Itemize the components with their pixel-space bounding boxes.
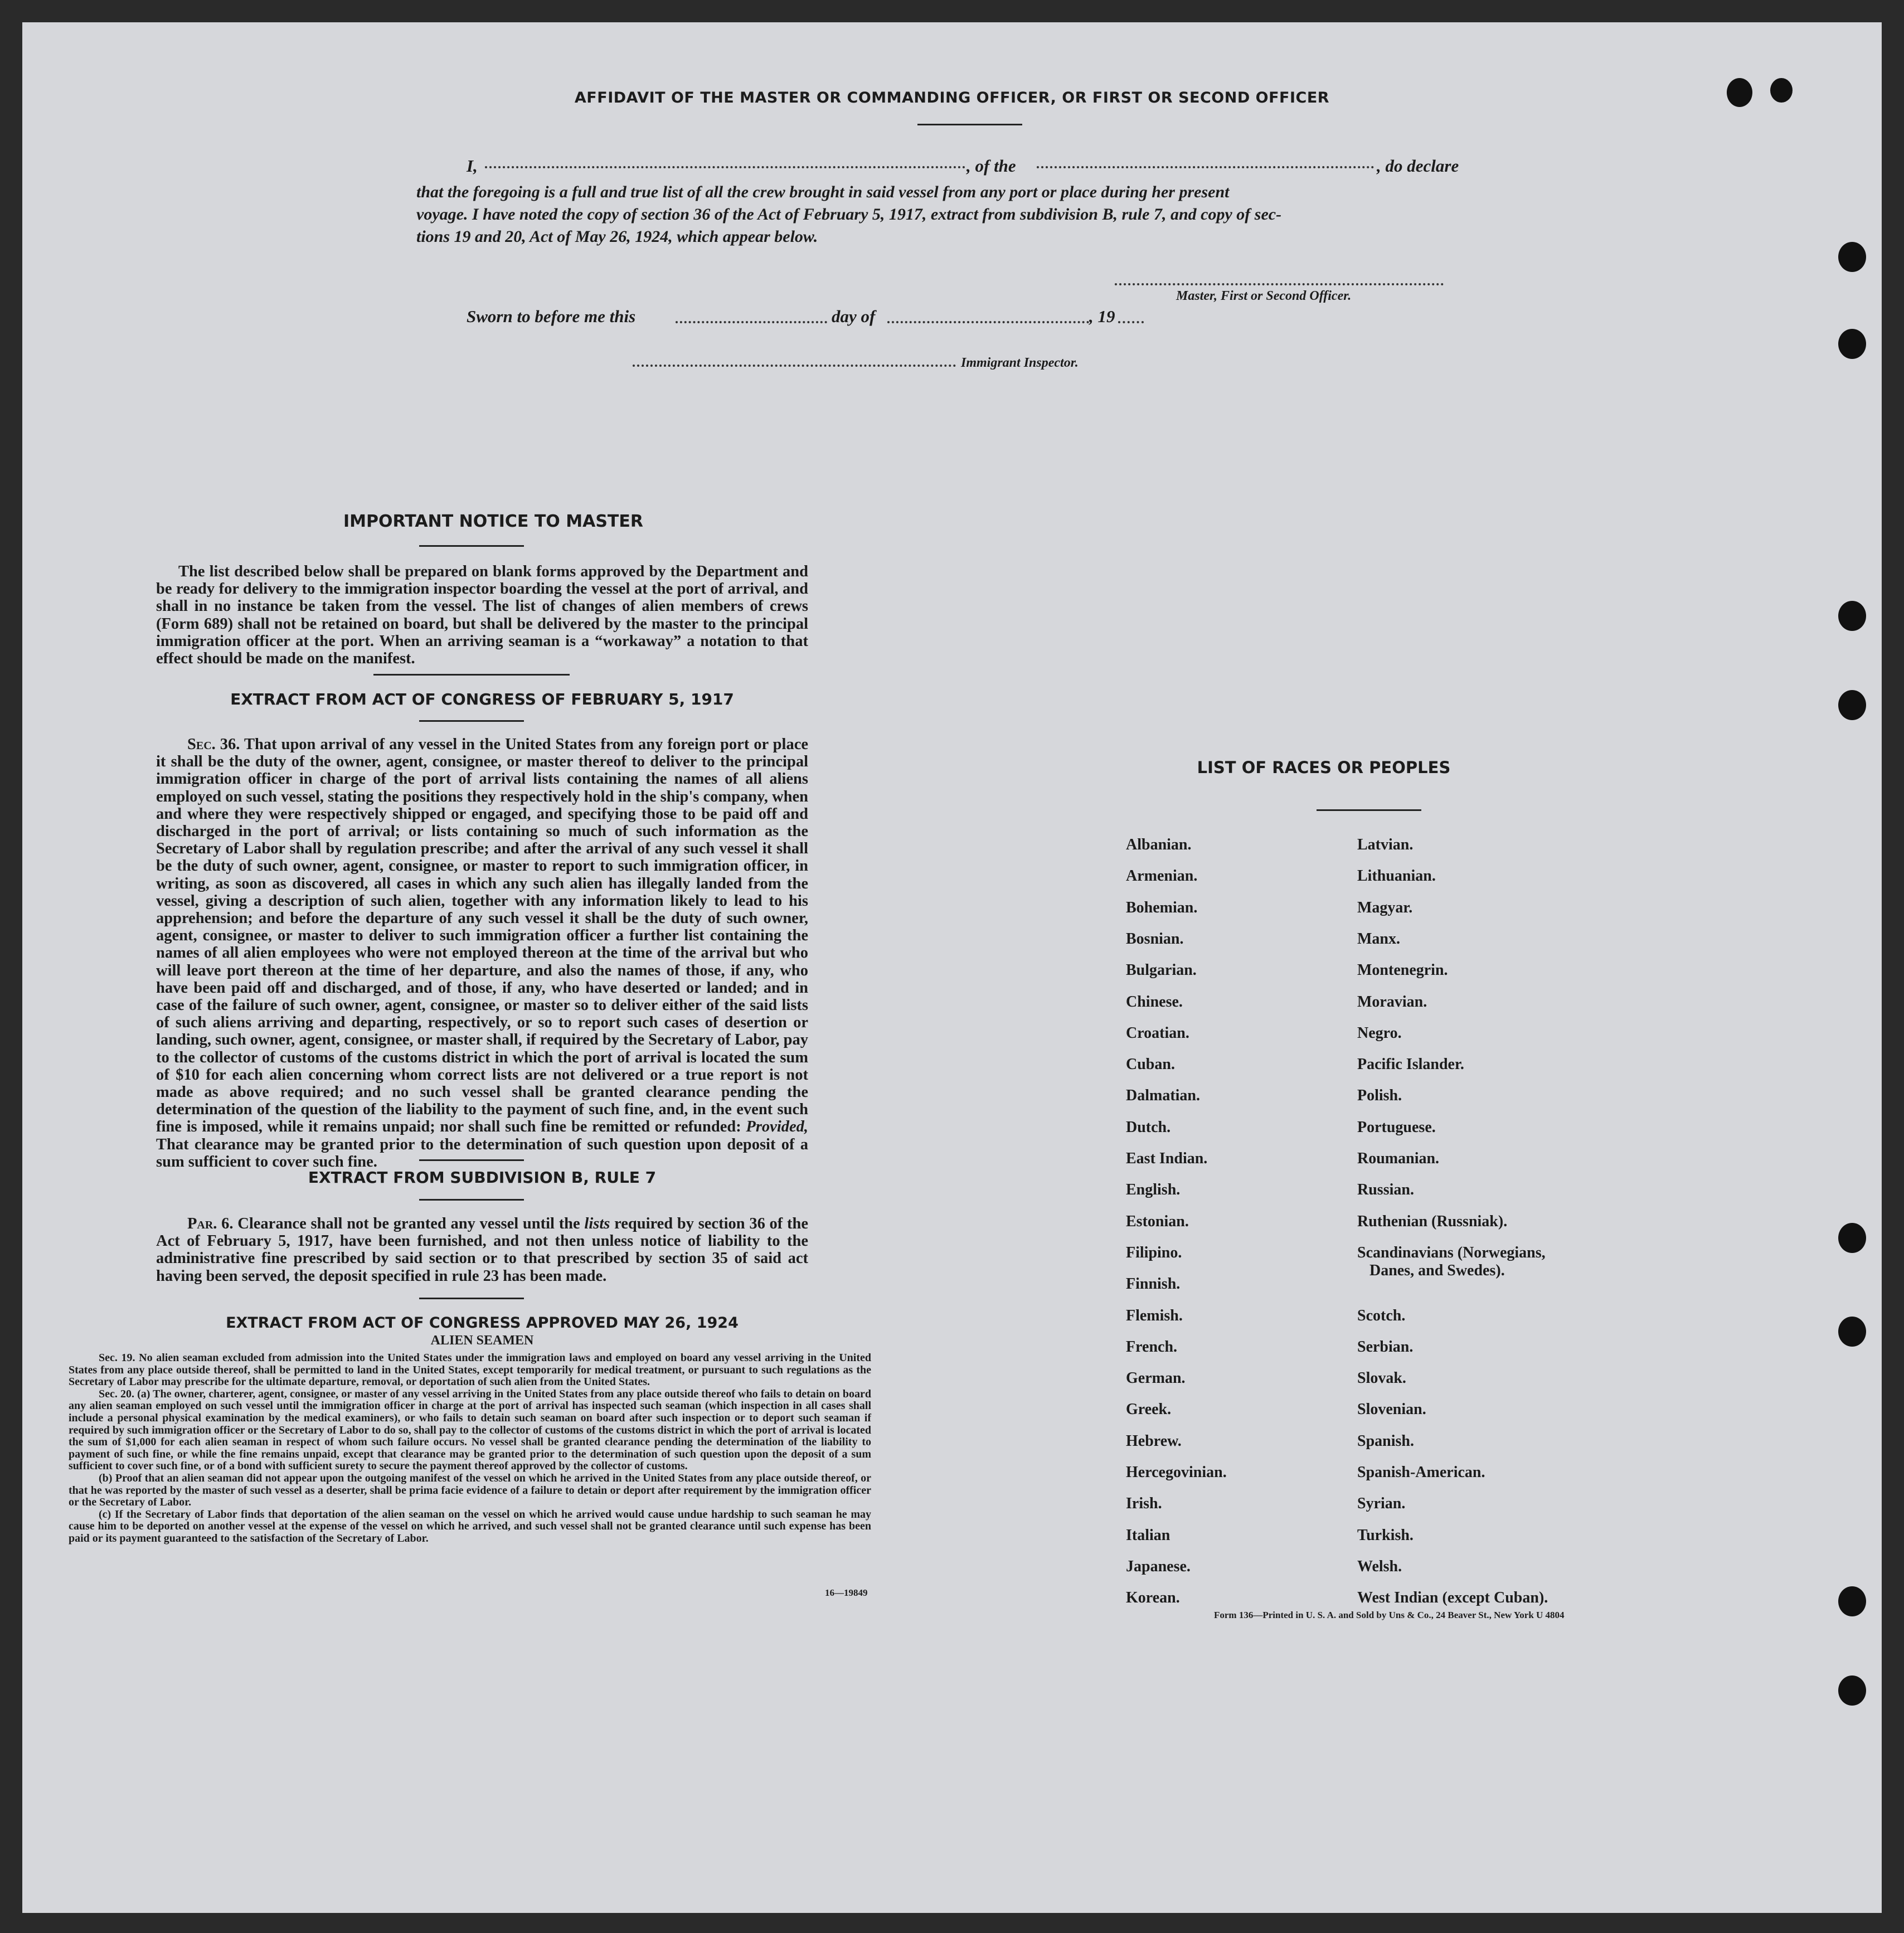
binder-hole [1838, 690, 1866, 720]
sec-36-label: Sec. 36. [187, 736, 240, 753]
binder-hole [1838, 601, 1866, 631]
race-item: Negro. [1357, 1024, 1402, 1042]
notice-heading: IMPORTANT NOTICE TO MASTER [343, 512, 643, 531]
of-the-label: , of the [966, 156, 1016, 176]
race-item: Slovak. [1357, 1369, 1406, 1387]
extract-1924-body [69, 1352, 871, 1545]
sec-36-body: That upon arrival of any vessel in the United States from any foreign port or place it shall be the duty of the owner, agent, consignee, or master thereof to deliver to the principal immigration officer in charge of the port of arrival lists containing the names of all aliens employed on such vessel, stating the positions they respectively hold in the ship's company, when and where they were respectively shipped or engaged, and specifying those to be paid off and discharged in the port of arrival; or lists containing so much of such information as the Secretary of Labor shall by regulation prescribe; and after the arrival of any such vessel it shall be the duty of such owner, agent, consignee, or master to report to such immigration officer, in writing, as soon as discovered, all cases in which any such alien has illegally landed from the vessel, giving a description of such alien, together with any information likely to lead to his apprehension; and before the departure of any such vessel it shall be the duty of such owner, agent, consignee, or master to deliver to such immigration officer a further list containing the names of all alien employees who were not employed thereon at the time of the arrival but who will leave port thereon at the time of her departure, and also the names of those, if any, who have been paid off and discharged, and of those, if any, who have deserted or landed; and in case of the failure of such owner, agent, consignee, or master so to deliver either of the said lists of such aliens arriving and departing, respectively, or so to report such cases of desertion or landing, such owner, agent, consignee, or master shall, if required by the Secretary of Labor, pay to the collector of customs of the customs district in which the port of arrival is located the sum of $10 for each alien concerning whom correct lists are not delivered or a true report is not made as above required; and no such vessel shall be granted clearance pending the determination of the question of the liability to the payment of such fine, and, in the event such fine is imposed, while it remains unpaid; nor shall such fine be remitted or refunded: [156, 736, 808, 1136]
race-item: Finnish. [1126, 1275, 1181, 1293]
binder-hole [1838, 1223, 1866, 1253]
races-rule [1317, 809, 1421, 811]
binder-hole [1838, 329, 1866, 359]
year-label: , 19 [1089, 307, 1115, 326]
race-item: Welsh. [1357, 1557, 1402, 1575]
notice-rule [419, 545, 524, 547]
race-item: Danes, and Swedes). [1369, 1261, 1505, 1279]
race-item: West Indian (except Cuban). [1357, 1589, 1548, 1607]
sec-19-text: Sec. 19. No alien seaman excluded from admission into the United States under the immigration laws and employed on board any vessel arriving in the United States from any place outside thereof, shall be permitted to land in the United States, except temporarily for medical treatment, or pursuant to such regulations as the Secretary of Labor may prescribe for the ultimate departure, removal, or deportation of such alien from the United States. [69, 1352, 871, 1388]
race-item: Spanish. [1357, 1432, 1414, 1450]
extract-1917-heading: EXTRACT FROM ACT OF CONGRESS OF FEBRUARY 5, 1917 [230, 690, 734, 708]
race-item: Hercegovinian. [1126, 1464, 1227, 1481]
race-item: Scandinavians (Norwegians, [1357, 1244, 1546, 1261]
race-item: Albanian. [1126, 836, 1192, 853]
race-item: Bosnian. [1126, 930, 1184, 948]
race-item: East Indian. [1126, 1150, 1208, 1167]
extract-1917-end-rule [419, 1159, 524, 1161]
sec-20a-text: Sec. 20. (a) The owner, charterer, agent, consignee, or master of any vessel arriving in the United States from any place outside thereof who fails to detain on board any alien seaman employed on such vessel until the immigration officer in charge at the port of arrival has inspected such seaman (which inspection in all cases shall include a personal physical examination by the medical examiners), or who fails to detain such seaman on board after such inspection or to deport such seaman if required by such immigration officer or the Secretary of Labor to do so, shall pay to the collector of customs of the customs district in which the port of arrival is located the sum of $1,000 for each alien seaman in respect of whom such failure occurs. No vessel shall be granted clearance pending the determination of the liability to payment of such fine, or while the fine remains unpaid, except that clearance may be granted prior to the determination of such question upon the deposit of a sum sufficient to cover such fine, or of a bond with sufficient surety to secure the payment thereof approved by the collector of customs. [69, 1387, 871, 1473]
declaration-line-3: tions 19 and 20, Act of May 26, 1924, which appear below. [416, 227, 818, 246]
race-item: Turkish. [1357, 1526, 1414, 1544]
extract-1917-rule [419, 720, 524, 722]
race-item: Magyar. [1357, 898, 1413, 916]
binder-hole [1727, 78, 1752, 107]
rule7-end-rule [419, 1298, 524, 1299]
race-item: Japanese. [1126, 1557, 1191, 1575]
signature-label: Master, First or Second Officer. [1176, 289, 1352, 303]
race-item: Serbian. [1357, 1338, 1414, 1356]
race-item: Dutch. [1126, 1118, 1171, 1136]
form-code: 16—19849 [825, 1587, 868, 1598]
race-item: Korean. [1126, 1589, 1180, 1607]
races-heading: LIST OF RACES OR PEOPLES [1197, 758, 1451, 777]
race-item: Dalmatian. [1126, 1087, 1200, 1105]
i-label: I, [467, 156, 478, 176]
race-item: Pacific Islander. [1357, 1056, 1464, 1074]
alien-seamen-subheading: ALIEN SEAMEN [430, 1333, 534, 1348]
race-item: German. [1126, 1369, 1186, 1387]
sworn-day-blank [676, 321, 827, 323]
sec-20b-text: (b) Proof that an alien seaman did not appear upon the outgoing manifest of the vessel on which he arrived in the United States from any place outside thereof, or that he was reported by the master of such vessel as a deserter, shall be prima facie evidence of a failure to detain or deport after requirement by the immigration officer or the Secretary of Labor. [69, 1471, 871, 1509]
race-item: Spanish-American. [1357, 1464, 1485, 1481]
race-item: Roumanian. [1357, 1150, 1440, 1167]
par-6-body-b: required by section 36 of the Act of February 5, 1917, have been furnished, and not then unless notice of liability to the administrative fine prescribed by said section or to that prescribed by section 35 of said act having been served, the deposit specified in rule 23 has been made. [156, 1215, 809, 1285]
race-item: Ruthenian (Russniak). [1357, 1212, 1508, 1230]
declaration-line-1: that the foregoing is a full and true list of all the crew brought in said vessel from any port or place during her present [416, 183, 1230, 201]
binder-hole [1770, 78, 1793, 103]
race-item: Bohemian. [1126, 898, 1198, 916]
race-item: Armenian. [1126, 867, 1198, 885]
do-declare-label: , do declare [1377, 156, 1459, 176]
inspector-label: Immigrant Inspector. [961, 356, 1079, 370]
notice-end-rule [373, 674, 570, 676]
race-item: Estonian. [1126, 1212, 1189, 1230]
race-item: Portuguese. [1357, 1118, 1436, 1136]
race-item: Hebrew. [1126, 1432, 1182, 1450]
race-item: Russian. [1357, 1181, 1414, 1199]
race-item: Cuban. [1126, 1056, 1175, 1074]
race-item: Croatian. [1126, 1024, 1189, 1042]
title-rule [917, 124, 1022, 125]
race-item: Lithuanian. [1357, 867, 1436, 885]
section-36-text [156, 736, 808, 1171]
notice-body: The list described below shall be prepared on blank forms approved by the Department and be ready for delivery to the immigration inspector boarding the vessel at the port of arrival, and shall in no instance be taken from the vessel. The list of changes of alien members of crews (Form 689) shall not be retained on board, but shall be delivered by the master to the principal immigration officer at the port. When an arriving seaman is a “workaway” a notation to that effect should be made on the manifest. [156, 563, 808, 668]
race-item: Moravian. [1357, 993, 1427, 1011]
par-6-text [156, 1215, 808, 1285]
binder-hole [1838, 1586, 1866, 1616]
declaration-line-2: voyage. I have noted the copy of section 36 of the Act of February 5, 1917, extract from subdivision B, rule 7, and copy of sec- [416, 205, 1282, 224]
race-item: Latvian. [1357, 836, 1414, 853]
sworn-month-blank [887, 321, 1089, 323]
race-item: Bulgarian. [1126, 961, 1197, 979]
par-6-label: Par. 6. [187, 1215, 234, 1232]
inspector-blank [633, 365, 956, 367]
race-item: Slovenian. [1357, 1401, 1426, 1419]
binder-hole [1838, 242, 1866, 272]
sec-20c-text: (c) If the Secretary of Labor finds that deportation of the alien seaman on the vessel on which he arrived would cause undue hardship to such seaman he may cause him to be deported on another vessel at the expense of the vessel on which he arrived, and such vessel shall not be granted clearance until such expense has been paid or its payment guaranteed to the satisfaction of the Secretary of Labor. [69, 1508, 871, 1545]
race-item: Polish. [1357, 1087, 1402, 1105]
name-blank [485, 166, 965, 168]
day-of-label: day of [832, 307, 876, 326]
extract-1924-heading: EXTRACT FROM ACT OF CONGRESS APPROVED MAY 26, 1924 [226, 1314, 739, 1332]
vessel-blank [1037, 166, 1374, 168]
rule7-rule [419, 1199, 524, 1201]
race-item: Chinese. [1126, 993, 1183, 1011]
race-item: French. [1126, 1338, 1178, 1356]
race-item: Flemish. [1126, 1307, 1183, 1324]
lists-word: lists [584, 1215, 610, 1232]
race-item: Manx. [1357, 930, 1400, 948]
race-item: English. [1126, 1181, 1181, 1199]
affidavit-title: AFFIDAVIT OF THE MASTER OR COMMANDING OFFICER, OR FIRST OR SECOND OFFICER [574, 89, 1330, 106]
sworn-year-blank [1118, 321, 1144, 323]
binder-hole [1838, 1317, 1866, 1347]
par-6-body-a: Clearance shall not be granted any vessel until the [237, 1215, 580, 1232]
provided-label: Provided, [746, 1118, 809, 1136]
signature-blank [1115, 283, 1444, 285]
race-item: Montenegrin. [1357, 961, 1448, 979]
race-item: Scotch. [1357, 1307, 1406, 1324]
race-item: Syrian. [1357, 1495, 1406, 1513]
binder-hole [1838, 1675, 1866, 1706]
race-item: Greek. [1126, 1401, 1172, 1419]
race-item: Irish. [1126, 1495, 1162, 1513]
race-item: Filipino. [1126, 1244, 1182, 1261]
race-item: Italian [1126, 1526, 1170, 1544]
sec-36-body-end: That clearance may be granted prior to the determination of such question upon deposit of a sum sufficient to cover such fine. [156, 1135, 808, 1171]
sworn-label: Sworn to before me this [467, 307, 636, 326]
printer-footer: Form 136—Printed in U. S. A. and Sold by Uns & Co., 24 Beaver St., New York U 4804 [1214, 1610, 1565, 1620]
rule7-heading: EXTRACT FROM SUBDIVISION B, RULE 7 [308, 1168, 657, 1187]
form-sheet [22, 22, 1882, 1913]
